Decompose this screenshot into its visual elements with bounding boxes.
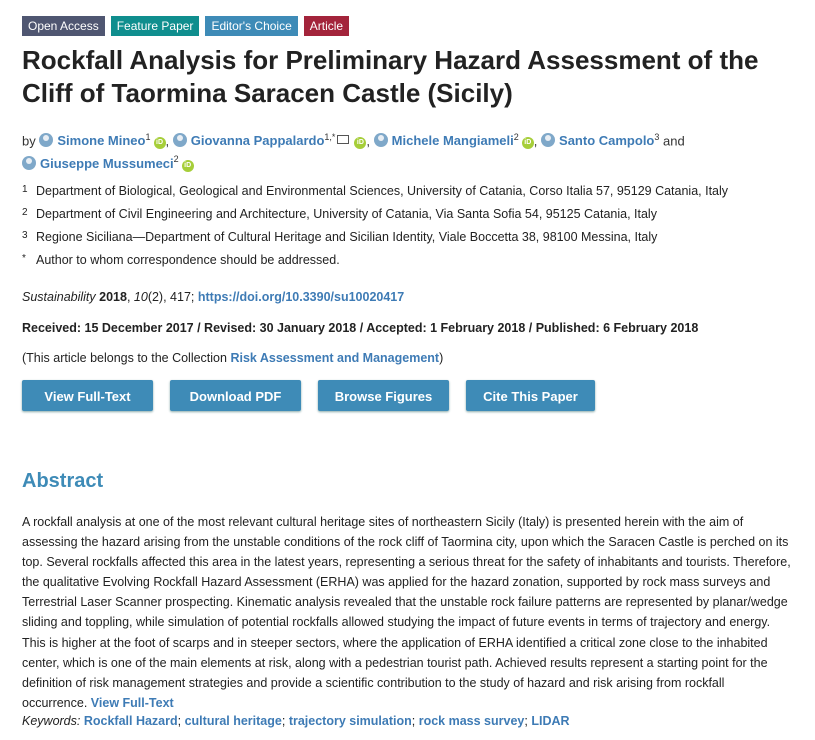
author-sup: 3 — [654, 132, 660, 142]
download-pdf-button[interactable]: Download PDF — [170, 380, 301, 411]
author-1[interactable] — [39, 133, 145, 148]
author-sup: 2 — [173, 154, 179, 165]
separator: , — [366, 133, 371, 149]
and-label: and — [663, 133, 685, 149]
author-name[interactable]: Santo Campolo — [559, 133, 655, 149]
email-icon[interactable] — [337, 135, 349, 144]
citation-year: 2018 — [99, 290, 127, 304]
journal-name: Sustainability — [22, 290, 96, 304]
affiliation-text: Department of Biological, Geological and Environmental Sciences, University of Catania, Corso Italia 57, 95129 Catania, Italy — [36, 184, 729, 198]
keyword-link[interactable]: trajectory simulation — [288, 714, 412, 728]
badge-open-access[interactable]: Open Access — [22, 16, 105, 36]
author-3[interactable] — [374, 133, 514, 148]
affiliation-3 — [22, 228, 657, 245]
person-icon — [39, 133, 53, 147]
view-full-text-button[interactable]: View Full-Text — [22, 380, 153, 411]
author-name[interactable]: Giovanna Pappalardo — [190, 133, 325, 149]
orcid-icon[interactable]: iD — [182, 160, 194, 172]
person-icon — [173, 133, 187, 147]
author-sup: 2 — [513, 132, 519, 142]
abstract-heading: Abstract — [22, 470, 104, 492]
citation-volume: 10 — [133, 290, 148, 304]
author-name[interactable]: Giuseppe Mussumeci — [40, 155, 174, 171]
article-badges — [22, 16, 349, 36]
affiliation-text: Regione Siciliana—Department of Cultural Heritage and Sicilian Identity, Viale Boccetta 38, 98100 Messina, Italy — [36, 230, 658, 244]
article-title: Rockfall Analysis for Preliminary Hazard Assessment of the Cliff of Taormina Saracen Castle (Sicily) — [22, 45, 759, 108]
author-2[interactable] — [173, 133, 325, 148]
citation-issue: (2), 417; — [147, 290, 195, 304]
keyword-link[interactable]: rock mass survey — [418, 714, 525, 728]
person-icon — [22, 156, 36, 170]
publication-dates: Received: 15 December 2017 / Revised: 30 January 2018 / Accepted: 1 February 2018 / Published: 6 February 2018 — [22, 321, 699, 335]
separator: , — [165, 133, 170, 149]
affiliation-num: 3 — [22, 230, 28, 241]
keyword-sep: ; — [411, 714, 416, 728]
abstract-body: A rockfall analysis at one of the most relevant cultural heritage sites of northeastern Sicily (Italy) is presented herein with the aim of assessing the hazard arising from the unstable conditions of the rock cliff of Taormina city, upon which the Saracen Castle is perched on its top. Several rockfalls affected this area in the latest years, representing a serious threat for the safety of inhabitants and tourists. Therefore, the qualitative Evolving Rockfall Hazard Assessment (ERHA) was applied for the hazard zonation, supported by rock mass surveys and Terrestrial Laser Scanner prospecting. Kinematic analysis revealed that the unstable rock failure patterns are represented by planar/wedge sliding and toppling, while simulation of potential rockfalls allowed studying the impact of future events in terms of trajectory and energy. This is higher at the foot of scarps and in steeper sectors, where the application of ERHA identified a critical zone close to the inhabited center, which is one of the main elements at risk, along with a pedestrian tourist path. Achieved results represent a starting point for the definition of risk management strategies and provide a scientific contribution to the study of hazard and risk arising from rockfall occurrence. — [22, 515, 791, 710]
badge-editors-choice[interactable]: Editor's Choice — [205, 16, 297, 36]
affiliation-num: * — [22, 253, 26, 264]
affiliation-correspondence — [22, 251, 340, 268]
affiliation-text: Author to whom correspondence should be addressed. — [36, 253, 340, 267]
author-name[interactable]: Simone Mineo — [57, 133, 146, 149]
person-icon — [541, 133, 555, 147]
doi-link[interactable]: https://doi.org/10.3390/su10020417 — [197, 290, 405, 304]
separator: , — [533, 133, 538, 149]
orcid-icon[interactable]: iD — [522, 137, 534, 149]
author-list — [22, 128, 802, 173]
keywords-label: Keywords: — [22, 714, 81, 728]
keyword-sep: ; — [524, 714, 528, 728]
orcid-icon[interactable]: iD — [154, 137, 166, 149]
collection-prefix: (This article belongs to the Collection — [22, 351, 227, 365]
author-name[interactable]: Michele Mangiameli — [391, 133, 514, 149]
affiliation-num: 2 — [22, 207, 28, 218]
badge-article[interactable]: Article — [304, 16, 349, 36]
affiliation-2 — [22, 205, 657, 222]
collection-link[interactable]: Risk Assessment and Management — [230, 351, 440, 365]
abstract-text — [22, 512, 792, 713]
keywords — [22, 714, 570, 728]
browse-figures-button[interactable]: Browse Figures — [318, 380, 449, 411]
cite-paper-button[interactable]: Cite This Paper — [466, 380, 595, 411]
keyword-link[interactable]: Rockfall Hazard — [83, 714, 178, 728]
collection-note — [22, 351, 443, 365]
author-4[interactable] — [541, 133, 654, 148]
abstract-full-text-link[interactable]: View Full-Text — [90, 695, 174, 710]
affiliation-1 — [22, 182, 728, 199]
affiliation-text: Department of Civil Engineering and Architecture, University of Catania, Via Santa Sofia 54, 95125 Catania, Italy — [36, 207, 657, 221]
by-label: by — [22, 133, 36, 149]
keyword-sep: ; — [281, 714, 286, 728]
keyword-link[interactable]: cultural heritage — [184, 714, 282, 728]
author-sup: 1 — [145, 132, 151, 142]
keyword-sep: ; — [177, 714, 182, 728]
person-icon — [374, 133, 388, 147]
affiliation-num: 1 — [22, 184, 28, 195]
badge-feature-paper[interactable]: Feature Paper — [111, 16, 200, 36]
citation-line: Sustainability 2018, 10(2), 417; https://doi.org/10.3390/su10020417 — [22, 290, 405, 304]
orcid-icon[interactable]: iD — [354, 137, 366, 149]
author-sup: 1,* — [324, 132, 336, 142]
author-5[interactable] — [22, 156, 174, 171]
collection-suffix: ) — [439, 351, 444, 365]
keyword-link[interactable]: LIDAR — [531, 714, 570, 728]
